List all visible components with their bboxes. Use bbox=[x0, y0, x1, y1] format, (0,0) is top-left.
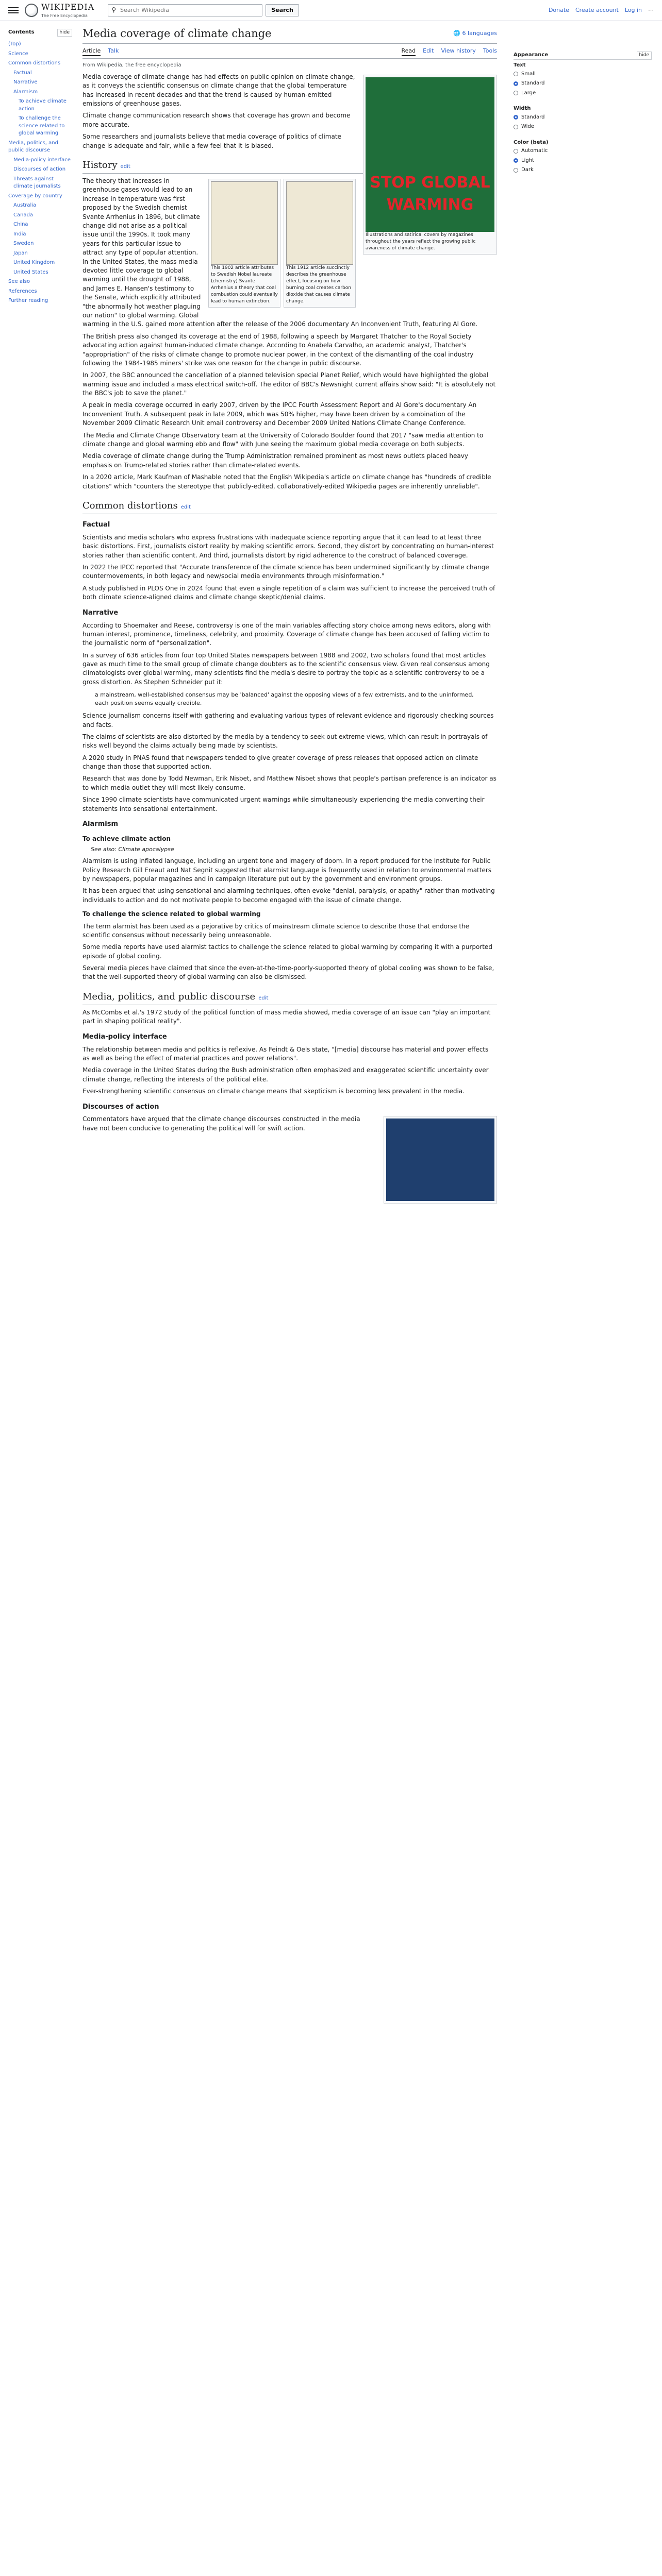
discourses-paragraph: Commentators have argued that the climate change discourses constructed in the media have not been conducive to generating the political will for swift action. bbox=[82, 1115, 360, 1132]
tab-view-history[interactable]: View history bbox=[441, 47, 476, 55]
subsection-alarmism: Alarmism bbox=[82, 820, 118, 828]
caption-1912: This 1912 article succinctly describes the greenhouse effect, focusing on how burning coal creates carbon dioxide that causes climate change. bbox=[286, 265, 351, 304]
toc-item-alarmism[interactable]: Alarmism bbox=[13, 89, 38, 95]
newspaper-image-1912[interactable] bbox=[286, 181, 353, 265]
media-policy-paragraph: Media coverage in the United States during the Bush administration often emphasized and exaggerated scientific uncertainty over climate change, reflecting the interests of the political elite. bbox=[82, 1066, 489, 1083]
challenge-paragraph: The term alarmist has been used as a pejorative by critics of mainstream climate science to describe those that endorse the scientific consensus without necessarily being unreasonable. bbox=[82, 922, 470, 939]
edit-link[interactable]: edit bbox=[258, 995, 269, 1001]
challenge-paragraph: Several media pieces have claimed that since the even-at-the-time-poorly-supported theory of global cooling was shown to be false, that the well-supported theory of global warming can also be dismissed. bbox=[82, 964, 494, 981]
text-size-small[interactable]: Small bbox=[514, 70, 652, 79]
infobox-caption: Illustrations and satirical covers by magazines throughout the years reflect the growing public awareness of climate change. bbox=[366, 232, 476, 251]
subsection-discourses: Discourses of action bbox=[82, 1103, 159, 1111]
subsection-achieve-action: To achieve climate action bbox=[82, 835, 171, 842]
infobox-image bbox=[363, 75, 497, 255]
width-standard[interactable]: Standard bbox=[514, 113, 652, 123]
search-input[interactable] bbox=[119, 6, 259, 14]
narrative-paragraph: Science journalism concerns itself with gathering and evaluating various types of relevant evidence and rigorously checking sources and facts. bbox=[82, 712, 494, 728]
intro-paragraph-1: Media coverage of climate change has had effects on public opinion on climate change, as it conveys the scientific consensus on climate change that the global temperature has increased in recent decades and that the trend is caused by human-emitted emissions of greenhouse gases. bbox=[82, 73, 355, 108]
text-size-large[interactable]: Large bbox=[514, 89, 652, 98]
media-policy-paragraph: Ever-strengthening scientific consensus on climate change means that skepticism is becoming less prevalent in the media. bbox=[82, 1088, 465, 1095]
log-in-link[interactable]: Log in bbox=[624, 6, 642, 13]
toc-item-discourses[interactable]: Discourses of action bbox=[13, 166, 66, 173]
magazine-cover[interactable] bbox=[366, 77, 494, 232]
newspaper-1912 bbox=[284, 179, 356, 308]
subsection-media-policy: Media-policy interface bbox=[82, 1032, 167, 1041]
narrative-paragraph: A 2020 study in PNAS found that newspapers tended to give greater coverage of press releases that opposed action on climate change than those that supported action. bbox=[82, 754, 478, 771]
color-light[interactable]: Light bbox=[514, 156, 652, 166]
logo-subtitle: The Free Encyclopedia bbox=[41, 13, 88, 19]
toc-item-narrative[interactable]: Narrative bbox=[13, 79, 38, 86]
caption-1902: This 1902 article attributes to Swedish Nobel laureate (chemistry) Svante Arrhenius a theory that coal combustion could eventually lead to human extinction. bbox=[211, 265, 278, 304]
wikipedia-logo[interactable] bbox=[25, 1, 94, 19]
language-selector[interactable]: 🌐 6 languages bbox=[453, 30, 497, 37]
intro-paragraph-2: Climate change communication research shows that coverage has grown and become more accurate. bbox=[82, 112, 351, 128]
toc-item-united-states[interactable]: United States bbox=[13, 269, 48, 275]
history-paragraph: A peak in media coverage occurred in early 2007, driven by the IPCC Fourth Assessment Report and Al Gore's documentary An Inconvenient Truth. A subsequent peak in late 2009, which was 50% higher, may have been driven by a combination of the November 2009 Climatic Research Unit email controversy and December 2009 United Nations Climate Change Conference. bbox=[82, 401, 477, 427]
toc-item-see-also[interactable]: See also bbox=[8, 279, 30, 285]
toc-header bbox=[8, 29, 72, 37]
block-quote: a mainstream, well-established consensus may be 'balanced' against the opposing views of a few extremists, and to the uninformed, each position seems equally credible. bbox=[95, 691, 474, 707]
more-options-icon[interactable]: ⋯ bbox=[648, 6, 654, 13]
toc-item-references[interactable]: References bbox=[8, 288, 37, 294]
edit-link[interactable]: edit bbox=[180, 504, 191, 510]
top-bar bbox=[0, 0, 662, 21]
logo-title: WIKIPEDIA bbox=[41, 2, 95, 12]
donate-link[interactable]: Donate bbox=[548, 6, 569, 13]
section-common-distortions: Common distortions edit bbox=[82, 499, 497, 514]
toc-item-further-reading[interactable]: Further reading bbox=[8, 298, 48, 304]
create-account-link[interactable]: Create account bbox=[575, 6, 619, 13]
discourses-image bbox=[384, 1116, 497, 1204]
tab-edit[interactable]: Edit bbox=[423, 47, 434, 55]
alarmism-paragraph: It has been argued that using sensational and alarming techniques, often evoke "denial, paralysis, or apathy" rather than motivating individuals to action and do not motivate people to become engaged with the issue of climate change. bbox=[82, 887, 495, 904]
page-tabs bbox=[82, 45, 497, 59]
narrative-paragraph: According to Shoemaker and Reese, controversy is one of the main variables affecting story choice among news editors, along with human interest, prominence, timeliness, celebrity, and proximity. Coverage of climate change has been accused of falling victim to the journalistic norm of "personalization". bbox=[82, 621, 491, 647]
history-images bbox=[208, 179, 356, 308]
appearance-hide-button[interactable]: hide bbox=[637, 52, 652, 59]
toc-item-australia[interactable]: Australia bbox=[13, 202, 37, 209]
text-size-standard[interactable]: Standard bbox=[514, 79, 652, 89]
history-paragraph: In a 2020 article, Mark Kaufman of Mashable noted that the English Wikipedia's article on climate change has "hundreds of credible citations" which "counters the stereotype that publicly-edited, collaboratively-edited Wikipedia pages are inherently unreliable". bbox=[82, 473, 491, 490]
section-media-politics: Media, politics, and public discourse edit bbox=[82, 990, 497, 1005]
article-content bbox=[77, 21, 505, 1208]
search-box bbox=[108, 4, 262, 16]
toc-item-united-kingdom[interactable]: United Kingdom bbox=[13, 260, 55, 266]
challenge-paragraph: Some media reports have used alarmist tactics to challenge the science related to global warming by comparing it with a purported episode of global cooling. bbox=[82, 943, 492, 960]
media-politics-paragraph: As McCombs et al.'s 1972 study of the political function of mass media showed, media coverage of an issue can "play an important part in shaping political reality". bbox=[82, 1008, 491, 1025]
history-paragraph: The theory that increases in greenhouse gases would lead to an increase in temperature was first proposed by the Swedish chemist Svante Arrhenius in 1896, but climate change did not arise as a political issue until the 1990s. It took many years for this particular issue to attract any type of popular attention. In the United States, the mass media devoted little coverage to global warming until the drought of 1988, and James E. Hansen's testimony to the Senate, which explicitly attributed "the abnormally hot weather plaguing our nation" to global warming. Global warming in the U.S. gained more attention after the release of the 2006 documentary An Inconvenient Truth, featuring Al Gore. bbox=[82, 177, 478, 328]
width-group bbox=[514, 105, 652, 132]
newspaper-image-1902[interactable] bbox=[211, 181, 278, 265]
color-automatic[interactable]: Automatic bbox=[514, 146, 652, 156]
user-links bbox=[549, 6, 654, 14]
menu-icon[interactable] bbox=[8, 7, 19, 13]
media-policy-paragraph: The relationship between media and politics is reflexive. As Feindt & Oels state, "[media] discourse has material and power effects as well as being the effect of material practices and power relations". bbox=[82, 1045, 489, 1062]
appearance-header bbox=[514, 52, 652, 60]
newspaper-1902 bbox=[208, 179, 280, 308]
color-dark[interactable]: Dark bbox=[514, 165, 652, 175]
toc-item-media-policy[interactable]: Media-policy interface bbox=[13, 157, 71, 163]
width-label: Width bbox=[514, 106, 531, 112]
table-of-contents bbox=[0, 21, 77, 1208]
section-history: History edit bbox=[82, 159, 497, 174]
factual-paragraph: A study published in PLOS One in 2024 found that even a single repetition of a claim was sufficient to increase the perceived truth of both climate science-aligned claims and climate change skeptic/denial claims. bbox=[82, 584, 495, 601]
cover-headline: STOP GLOBAL WARMING bbox=[370, 173, 490, 214]
toc-hide-button[interactable]: hide bbox=[57, 29, 72, 37]
toc-title: Contents bbox=[8, 29, 35, 35]
toc-item-coverage-by-country[interactable]: Coverage by country bbox=[8, 193, 62, 199]
history-paragraph: The Media and Climate Change Observatory team at the University of Colorado Boulder found that 2017 "saw media attention to climate change and global warming ebb and flow" with June seeing the maximum global media coverage on both subjects. bbox=[82, 431, 484, 448]
toc-item-top[interactable]: (Top) bbox=[8, 41, 21, 47]
subsection-challenge-science: To challenge the science related to global warming bbox=[82, 910, 261, 918]
history-paragraph: In 2007, the BBC announced the cancellation of a planned television special Planet Relief, which would have highlighted the global warming issue and included a mass electrical switch-off. The editor of BBC's Newsnight current affairs show said: "It is absolutely not the BBC's job to save the planet." bbox=[82, 371, 496, 397]
tab-article[interactable]: Article bbox=[82, 47, 101, 56]
alarmism-paragraph: Alarmism is using inflated language, including an urgent tone and imagery of doom. In a report produced for the Institute for Public Policy Research Gill Ereaut and Nat Segnit suggested that alarmist language is frequently used in relation to environmental matters by newspapers, popular magazines and in campaign literature put out by the government and environment groups. bbox=[82, 857, 492, 883]
tab-tools[interactable]: Tools bbox=[483, 47, 497, 55]
width-wide[interactable]: Wide bbox=[514, 122, 652, 132]
see-also-note[interactable]: See also: Climate apocalypse bbox=[91, 846, 174, 853]
history-paragraph: Media coverage of climate change during the Trump Administration remained prominent as most news outlets placed heavy emphasis on Trump-related stories rather than climate-related events. bbox=[82, 452, 468, 469]
color-group bbox=[514, 139, 652, 175]
subsection-factual: Factual bbox=[82, 521, 110, 529]
language-count: 6 languages bbox=[462, 30, 497, 37]
tab-talk[interactable]: Talk bbox=[108, 47, 119, 55]
globe-icon bbox=[25, 4, 38, 17]
toc-item-canada[interactable]: Canada bbox=[13, 212, 34, 218]
color-label: Color (beta) bbox=[514, 139, 549, 145]
appearance-panel bbox=[505, 21, 660, 1208]
discourses-picture[interactable] bbox=[386, 1118, 494, 1201]
factual-paragraph: In 2022 the IPCC reported that "Accurate transference of the climate science has been undermined significantly by climate change countermovements, in both legacy and new/social media environments through misinformation." bbox=[82, 564, 489, 580]
intro-paragraph-3: Some researchers and journalists believe that media coverage of politics of climate change is adequate and fair, while a few feel that it is biased. bbox=[82, 133, 341, 149]
subsection-narrative: Narrative bbox=[82, 608, 119, 617]
toc-item-challenge-science[interactable]: To challenge the science related to global warming bbox=[19, 115, 65, 137]
page-title bbox=[82, 26, 497, 44]
narrative-paragraph: In a survey of 636 articles from four top United States newspapers between 1988 and 2002, two scholars found that most articles gave as much time to the small group of climate change doubters as to the scientific consensus view. Given real consensus among climatologists over global warming, many scientists find the media's desire to portray the topic as a scientific controversy to be a gross distortion. As Stephen Schneider put it: bbox=[82, 651, 490, 686]
toc-item-sweden[interactable]: Sweden bbox=[13, 241, 34, 247]
edit-link[interactable]: edit bbox=[120, 164, 130, 170]
narrative-paragraph: Research that was done by Todd Newman, Erik Nisbet, and Matthew Nisbet shows that people's partisan preference is an indicator as to which media outlet they will most likely consume. bbox=[82, 775, 496, 791]
toc-item-india[interactable]: India bbox=[13, 231, 26, 237]
search-icon: ⚲ bbox=[111, 6, 116, 13]
toc-item-japan[interactable]: Japan bbox=[13, 250, 28, 256]
factual-paragraph: Scientists and media scholars who express frustrations with inadequate science reporting argue that it can lead to at least three basic distortions. First, journalists distort reality by making scientific errors. Second, they distort by concentrating on human-interest stories rather than scientific content. And third, journalists distort by rigid adherence to the construct of balanced coverage. bbox=[82, 533, 494, 559]
toc-item-common-distortions[interactable]: Common distortions bbox=[8, 60, 61, 66]
narrative-paragraph: Since 1990 climate scientists have communicated urgent warnings while simultaneously experiencing the media converting their statements into sensational entertainment. bbox=[82, 796, 485, 812]
toc-item-achieve-action[interactable]: To achieve climate action bbox=[19, 98, 67, 112]
history-paragraph: The British press also changed its coverage at the end of 1988, following a speech by Margaret Thatcher to the Royal Society advocating action against human-induced climate change. According to Anabela Carvalho, an academic analyst, Thatcher's "appropriation" of the risks of climate change to promote nuclear power, in the context of the dismantling of the coal industry following the 1984-1985 miners' strike was one reason for the change in public discourse. bbox=[82, 332, 474, 367]
toc-item-threats[interactable]: Threats against climate journalists bbox=[13, 176, 61, 190]
text-size-group bbox=[514, 62, 652, 98]
toc-item-media-politics[interactable]: Media, politics, and public discourse bbox=[8, 140, 58, 154]
narrative-paragraph: The claims of scientists are also distorted by the media by a tendency to seek out extreme views, which can result in portrayals of risks well beyond the claims actually being made by scientists. bbox=[82, 733, 488, 750]
toc-item-factual[interactable]: Factual bbox=[13, 70, 32, 76]
text-size-label: Text bbox=[514, 62, 526, 69]
tagline: From Wikipedia, the free encyclopedia bbox=[82, 62, 181, 69]
toc-item-science[interactable]: Science bbox=[8, 50, 28, 57]
tab-read[interactable]: Read bbox=[402, 47, 416, 56]
search-button[interactable]: Search bbox=[266, 4, 299, 16]
appearance-title: Appearance bbox=[514, 52, 549, 58]
page-title-text: Media coverage of climate change bbox=[82, 27, 272, 40]
toc-item-china[interactable]: China bbox=[13, 222, 28, 228]
